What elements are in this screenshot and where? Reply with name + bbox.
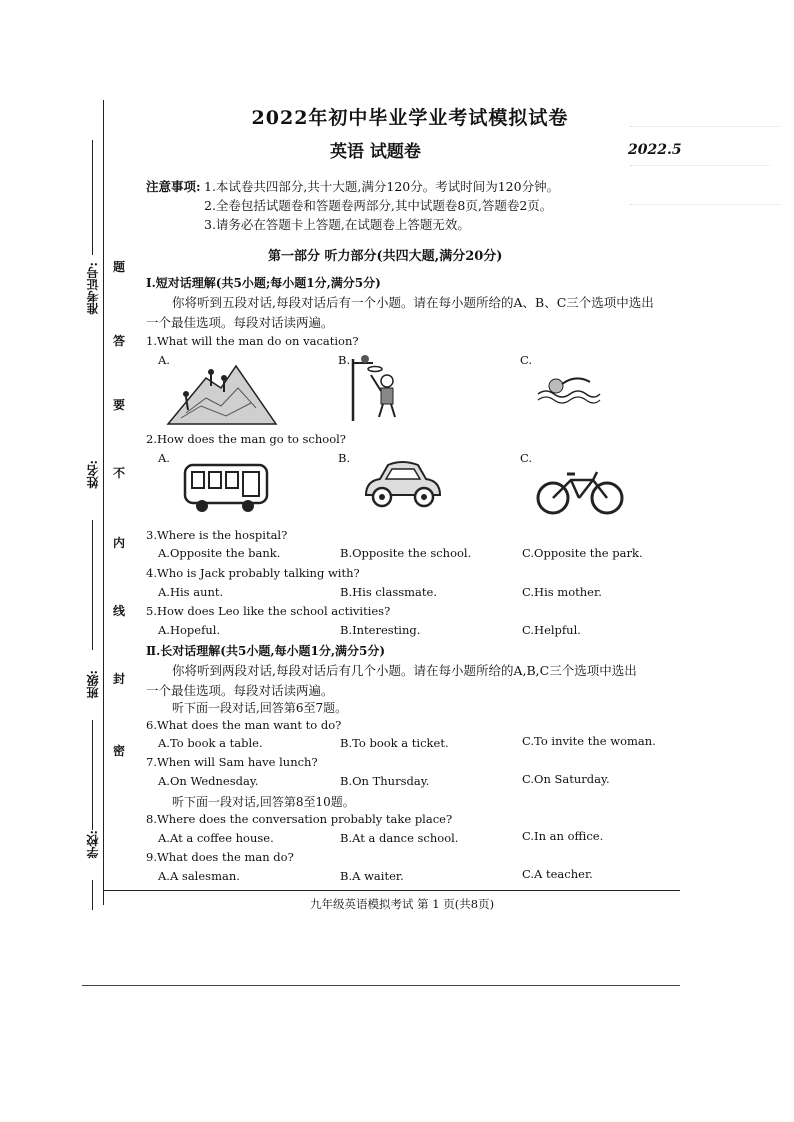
exam-number-label: 准考证号: bbox=[86, 262, 100, 315]
car-icon bbox=[360, 455, 446, 513]
page-footer: 九年级英语模拟考试 第 1 页(共8页) bbox=[310, 897, 495, 911]
seal-char: 封 bbox=[113, 672, 126, 686]
school-blank bbox=[92, 880, 93, 910]
dialog-intro: 听下面一段对话,回答第8至10题。 bbox=[172, 795, 355, 809]
question-text: 7.When will Sam have lunch? bbox=[146, 755, 318, 769]
question-text: 9.What does the man do? bbox=[146, 850, 294, 864]
name-blank bbox=[92, 520, 93, 650]
option-text: B.Opposite the school. bbox=[340, 546, 472, 560]
option-text: A.His aunt. bbox=[158, 585, 224, 599]
class-blank bbox=[92, 720, 93, 830]
notes-label: 注意事项: bbox=[146, 179, 201, 194]
option-text: B.On Thursday. bbox=[340, 774, 430, 788]
option-text: A.At a coffee house. bbox=[158, 831, 274, 845]
section-instruction: 一个最佳选项。每段对话读两遍。 bbox=[146, 315, 334, 330]
seal-char: 线 bbox=[113, 604, 126, 618]
dialog-intro: 听下面一段对话,回答第6至7题。 bbox=[172, 701, 348, 715]
school-label: 学校: bbox=[86, 830, 100, 859]
option-text: B.To book a ticket. bbox=[340, 736, 449, 750]
option-label: A. bbox=[158, 353, 170, 367]
option-text: C.In an office. bbox=[522, 829, 604, 843]
option-text: C.To invite the woman. bbox=[522, 734, 656, 748]
swimming-image bbox=[536, 368, 602, 404]
option-text: B.A waiter. bbox=[340, 869, 404, 883]
footer-rule bbox=[104, 890, 680, 891]
section-instruction: 一个最佳选项。每段对话读两遍。 bbox=[146, 683, 334, 698]
exam-number-blank bbox=[92, 140, 93, 255]
question-text: 1.What will the man do on vacation? bbox=[146, 334, 359, 348]
question-text: 5.How does Leo like the school activities? bbox=[146, 604, 391, 618]
section-instruction: 你将听到两段对话,每段对话后有几个小题。请在每小题所给的A,B,C三个选项中选出 bbox=[172, 663, 637, 678]
basketball-image bbox=[345, 355, 415, 423]
exam-date: 2022.5 bbox=[628, 142, 682, 158]
option-label: C. bbox=[520, 451, 533, 465]
question-text: 3.Where is the hospital? bbox=[146, 528, 288, 542]
option-text: C.His mother. bbox=[522, 585, 602, 599]
option-text: C.On Saturday. bbox=[522, 772, 610, 786]
class-label: 班级: bbox=[86, 670, 100, 699]
option-text: A.A salesman. bbox=[158, 869, 240, 883]
option-text: A.To book a table. bbox=[158, 736, 263, 750]
seal-char: 题 bbox=[113, 260, 126, 274]
note-item: 1.本试卷共四部分,共十大题,满分120分。考试时间为120分钟。 bbox=[204, 179, 560, 194]
section-title: Ⅱ.长对话理解(共5小题,每小题1分,满分5分) bbox=[146, 644, 386, 658]
option-label: B. bbox=[338, 451, 351, 465]
option-label: A. bbox=[158, 451, 170, 465]
mountain-climbing-image bbox=[166, 358, 278, 426]
option-text: B.Interesting. bbox=[340, 623, 421, 637]
question-text: 4.Who is Jack probably talking with? bbox=[146, 566, 360, 580]
option-text: C.A teacher. bbox=[522, 867, 593, 881]
option-text: C.Opposite the park. bbox=[522, 546, 643, 560]
binding-line bbox=[103, 100, 104, 905]
note-item: 3.请务必在答题卡上答题,在试题卷上答题无效。 bbox=[204, 217, 470, 232]
seal-char: 内 bbox=[113, 536, 126, 550]
seal-char: 密 bbox=[113, 744, 126, 758]
option-label: C. bbox=[520, 353, 533, 367]
option-text: A.On Wednesday. bbox=[158, 774, 259, 788]
exam-title: 2022年初中毕业学业考试模拟试卷 bbox=[251, 107, 569, 129]
option-text: A.Opposite the bank. bbox=[158, 546, 281, 560]
seal-char: 答 bbox=[113, 334, 126, 348]
section-instruction: 你将听到五段对话,每段对话后有一个小题。请在每小题所给的A、B、C三个选项中选出 bbox=[172, 295, 654, 310]
bus-icon bbox=[182, 462, 270, 514]
bicycle-icon bbox=[535, 470, 625, 516]
option-text: C.Helpful. bbox=[522, 623, 581, 637]
part-title: 第一部分 听力部分(共四大题,满分20分) bbox=[268, 249, 503, 264]
question-text: 6.What does the man want to do? bbox=[146, 718, 342, 732]
note-item: 2.全卷包括试题卷和答题卷两部分,其中试题卷8页,答题卷2页。 bbox=[204, 198, 553, 213]
question-text: 8.Where does the conversation probably take place? bbox=[146, 812, 453, 826]
question-text: 2.How does the man go to school? bbox=[146, 432, 346, 446]
seal-char: 要 bbox=[113, 398, 126, 412]
option-text: A.Hopeful. bbox=[158, 623, 221, 637]
option-text: B.His classmate. bbox=[340, 585, 437, 599]
exam-subtitle: 英语 试题卷 bbox=[330, 142, 421, 162]
option-label: B. bbox=[338, 353, 351, 367]
bleed-through-texture bbox=[630, 118, 790, 223]
option-text: B.At a dance school. bbox=[340, 831, 459, 845]
name-label: 姓名: bbox=[86, 460, 100, 489]
scan-edge-line bbox=[82, 985, 680, 986]
seal-char: 不 bbox=[113, 466, 126, 480]
section-title: Ⅰ.短对话理解(共5小题;每小题1分,满分5分) bbox=[146, 276, 381, 290]
